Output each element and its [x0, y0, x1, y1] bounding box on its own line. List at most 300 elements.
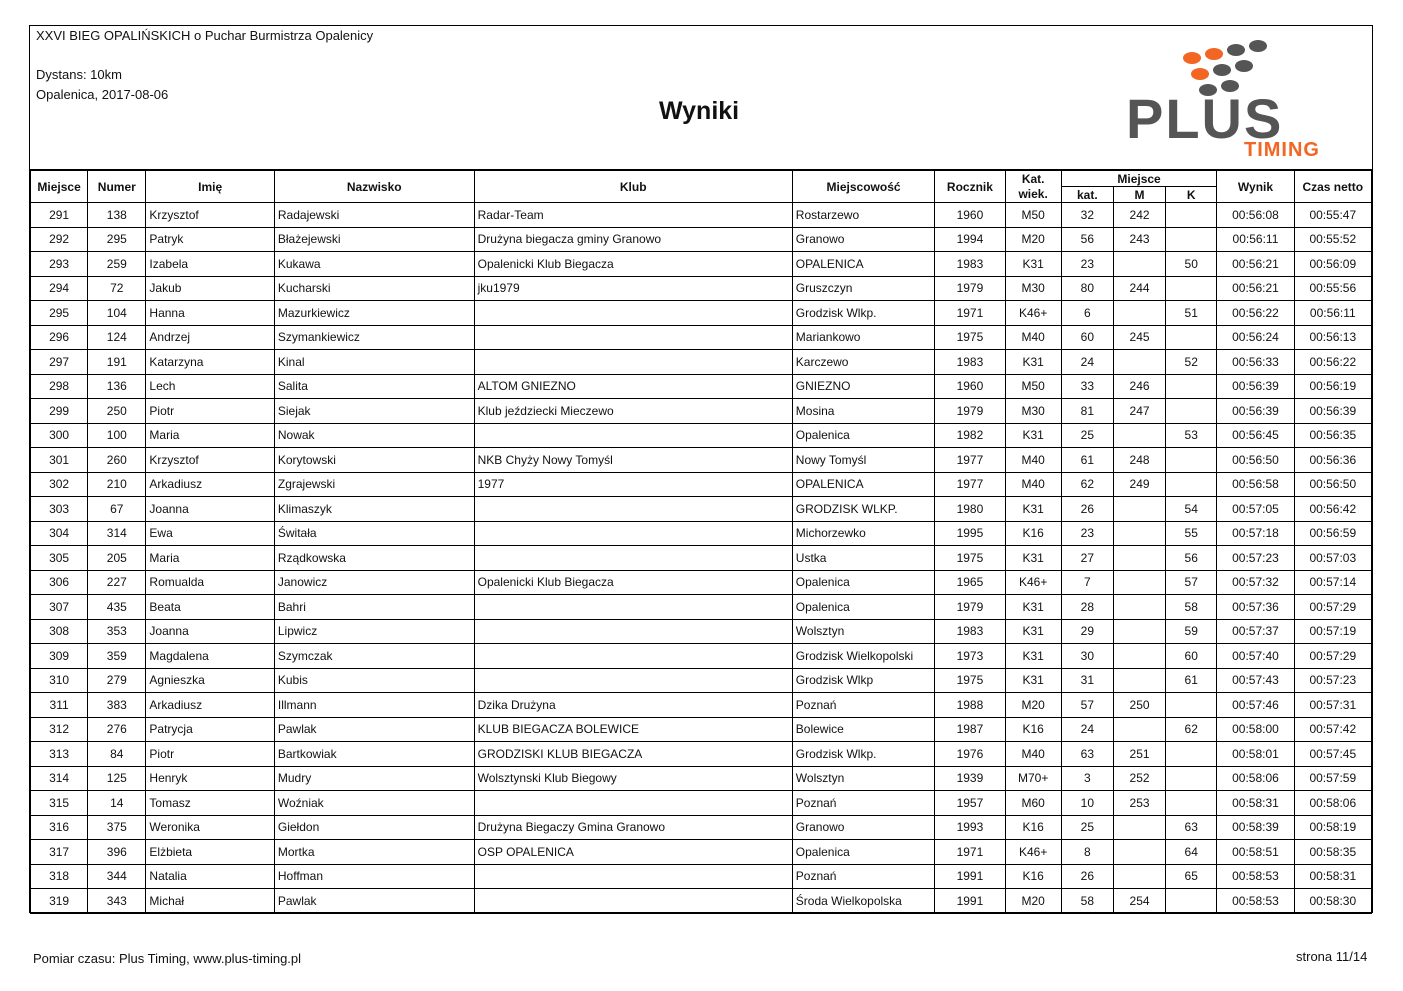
cell-rocznik: 1991: [935, 889, 1005, 914]
cell-rocznik: 1973: [935, 644, 1005, 669]
cell-rocznik: 1983: [935, 619, 1005, 644]
cell-miejsce: 315: [31, 791, 88, 816]
col-kat-wiek: Kat. wiek.: [1005, 171, 1061, 203]
cell-miejscowosc: Nowy Tomyśl: [792, 448, 935, 473]
cell-miejsce: 300: [31, 423, 88, 448]
cell-nazwisko: Siejak: [274, 399, 474, 424]
cell-klub: Radar-Team: [474, 203, 792, 228]
cell-kat-wiek: M50: [1005, 374, 1061, 399]
cell-miejscowosc: Wolsztyn: [792, 619, 935, 644]
cell-imie: Arkadiusz: [146, 693, 274, 718]
cell-rocznik: 1979: [935, 399, 1005, 424]
cell-nazwisko: Pawlak: [274, 889, 474, 914]
table-row: [31, 374, 1372, 399]
cell-kat-wiek: K31: [1005, 423, 1061, 448]
cell-nazwisko: Woźniak: [274, 791, 474, 816]
table-row: [31, 203, 1372, 228]
cell-nazwisko: Szymankiewicz: [274, 325, 474, 350]
cell-wynik: 00:58:01: [1217, 742, 1294, 767]
cell-nazwisko: Kucharski: [274, 276, 474, 301]
cell-k: [1166, 203, 1217, 228]
cell-klub: [474, 301, 792, 326]
cell-czas-netto: 00:56:50: [1294, 472, 1371, 497]
cell-nazwisko: Salita: [274, 374, 474, 399]
table-row: [31, 325, 1372, 350]
cell-czas-netto: 00:55:47: [1294, 203, 1371, 228]
cell-kat: 30: [1061, 644, 1113, 669]
cell-rocznik: 1977: [935, 448, 1005, 473]
cell-miejsce: 294: [31, 276, 88, 301]
cell-m: 250: [1113, 693, 1165, 718]
cell-m: [1113, 864, 1165, 889]
cell-miejscowosc: OPALENICA: [792, 472, 935, 497]
cell-k: 62: [1166, 717, 1217, 742]
cell-kat-wiek: M40: [1005, 448, 1061, 473]
table-row: [31, 276, 1372, 301]
cell-miejscowosc: Mariankowo: [792, 325, 935, 350]
cell-imie: Ewa: [146, 521, 274, 546]
col-miejsce-group: Miejsce: [1061, 171, 1217, 187]
cell-k: 60: [1166, 644, 1217, 669]
cell-numer: 383: [88, 693, 146, 718]
cell-klub: GRODZISKI KLUB BIEGACZA: [474, 742, 792, 767]
cell-rocznik: 1983: [935, 252, 1005, 277]
cell-nazwisko: Szymczak: [274, 644, 474, 669]
cell-kat-wiek: M30: [1005, 276, 1061, 301]
cell-numer: 136: [88, 374, 146, 399]
cell-kat: 23: [1061, 252, 1113, 277]
cell-m: 246: [1113, 374, 1165, 399]
cell-klub: NKB Chyży Nowy Tomyśl: [474, 448, 792, 473]
cell-miejscowosc: Mosina: [792, 399, 935, 424]
table-row: [31, 717, 1372, 742]
cell-m: [1113, 595, 1165, 620]
cell-czas-netto: 00:56:42: [1294, 497, 1371, 522]
cell-rocznik: 1995: [935, 521, 1005, 546]
cell-numer: 14: [88, 791, 146, 816]
cell-wynik: 00:58:51: [1217, 840, 1294, 865]
cell-miejsce: 295: [31, 301, 88, 326]
cell-miejscowosc: Ustka: [792, 546, 935, 571]
cell-czas-netto: 00:57:29: [1294, 595, 1371, 620]
table-row: [31, 227, 1372, 252]
cell-imie: Hanna: [146, 301, 274, 326]
cell-miejsce: 311: [31, 693, 88, 718]
cell-kat: 26: [1061, 497, 1113, 522]
cell-k: [1166, 693, 1217, 718]
cell-klub: [474, 350, 792, 375]
cell-klub: 1977: [474, 472, 792, 497]
cell-miejscowosc: Rostarzewo: [792, 203, 935, 228]
cell-nazwisko: Mortka: [274, 840, 474, 865]
cell-imie: Krzysztof: [146, 448, 274, 473]
cell-kat: 24: [1061, 350, 1113, 375]
cell-czas-netto: 00:56:22: [1294, 350, 1371, 375]
table-row: [31, 546, 1372, 571]
cell-wynik: 00:56:11: [1217, 227, 1294, 252]
cell-m: [1113, 301, 1165, 326]
table-row: [31, 497, 1372, 522]
cell-rocznik: 1971: [935, 301, 1005, 326]
cell-m: 253: [1113, 791, 1165, 816]
table-row: [31, 399, 1372, 424]
cell-kat: 25: [1061, 815, 1113, 840]
col-wynik: Wynik: [1217, 171, 1294, 203]
cell-imie: Joanna: [146, 619, 274, 644]
cell-nazwisko: Kukawa: [274, 252, 474, 277]
cell-numer: 124: [88, 325, 146, 350]
table-row: [31, 521, 1372, 546]
cell-miejscowosc: Bolewice: [792, 717, 935, 742]
cell-kat: 26: [1061, 864, 1113, 889]
cell-klub: [474, 325, 792, 350]
cell-kat-wiek: M40: [1005, 472, 1061, 497]
cell-miejsce: 293: [31, 252, 88, 277]
cell-k: [1166, 791, 1217, 816]
cell-numer: 84: [88, 742, 146, 767]
cell-kat: 23: [1061, 521, 1113, 546]
cell-klub: [474, 546, 792, 571]
cell-m: 248: [1113, 448, 1165, 473]
cell-czas-netto: 00:57:14: [1294, 570, 1371, 595]
table-row: [31, 570, 1372, 595]
cell-wynik: 00:56:22: [1217, 301, 1294, 326]
cell-imie: Krzysztof: [146, 203, 274, 228]
cell-rocznik: 1939: [935, 766, 1005, 791]
cell-kat-wiek: K16: [1005, 717, 1061, 742]
cell-m: [1113, 546, 1165, 571]
cell-k: [1166, 276, 1217, 301]
cell-wynik: 00:56:45: [1217, 423, 1294, 448]
cell-imie: Maria: [146, 423, 274, 448]
cell-kat-wiek: M20: [1005, 693, 1061, 718]
cell-kat: 61: [1061, 448, 1113, 473]
cell-miejscowosc: Granowo: [792, 227, 935, 252]
cell-klub: [474, 521, 792, 546]
cell-kat: 10: [1061, 791, 1113, 816]
cell-kat: 60: [1061, 325, 1113, 350]
cell-m: [1113, 717, 1165, 742]
cell-k: 50: [1166, 252, 1217, 277]
cell-rocznik: 1960: [935, 203, 1005, 228]
cell-kat-wiek: M60: [1005, 791, 1061, 816]
cell-kat: 25: [1061, 423, 1113, 448]
cell-miejsce: 318: [31, 864, 88, 889]
cell-rocznik: 1980: [935, 497, 1005, 522]
cell-czas-netto: 00:57:23: [1294, 668, 1371, 693]
cell-czas-netto: 00:55:52: [1294, 227, 1371, 252]
cell-kat: 29: [1061, 619, 1113, 644]
cell-miejsce: 316: [31, 815, 88, 840]
cell-wynik: 00:57:46: [1217, 693, 1294, 718]
cell-rocznik: 1975: [935, 546, 1005, 571]
cell-nazwisko: Janowicz: [274, 570, 474, 595]
cell-miejsce: 299: [31, 399, 88, 424]
cell-kat: 32: [1061, 203, 1113, 228]
cell-czas-netto: 00:56:09: [1294, 252, 1371, 277]
cell-kat: 27: [1061, 546, 1113, 571]
cell-rocznik: 1987: [935, 717, 1005, 742]
cell-klub: [474, 668, 792, 693]
cell-wynik: 00:58:00: [1217, 717, 1294, 742]
cell-imie: Patrycja: [146, 717, 274, 742]
cell-miejsce: 309: [31, 644, 88, 669]
cell-nazwisko: Kubis: [274, 668, 474, 693]
cell-czas-netto: 00:57:42: [1294, 717, 1371, 742]
cell-miejsce: 310: [31, 668, 88, 693]
cell-czas-netto: 00:56:11: [1294, 301, 1371, 326]
cell-kat-wiek: K16: [1005, 815, 1061, 840]
cell-miejscowosc: GRODZISK WLKP.: [792, 497, 935, 522]
results-frame: [29, 25, 1373, 913]
col-klub: Klub: [474, 171, 792, 203]
cell-miejscowosc: Poznań: [792, 791, 935, 816]
cell-rocznik: 1982: [935, 423, 1005, 448]
table-row: [31, 350, 1372, 375]
table-row: [31, 815, 1372, 840]
cell-m: 243: [1113, 227, 1165, 252]
cell-miejscowosc: Opalenica: [792, 423, 935, 448]
cell-kat-wiek: M50: [1005, 203, 1061, 228]
cell-numer: 343: [88, 889, 146, 914]
cell-numer: 353: [88, 619, 146, 644]
cell-numer: 138: [88, 203, 146, 228]
cell-kat-wiek: M40: [1005, 742, 1061, 767]
cell-k: [1166, 889, 1217, 914]
cell-kat: 28: [1061, 595, 1113, 620]
cell-numer: 344: [88, 864, 146, 889]
cell-kat: 80: [1061, 276, 1113, 301]
cell-czas-netto: 00:56:13: [1294, 325, 1371, 350]
cell-wynik: 00:57:23: [1217, 546, 1294, 571]
cell-wynik: 00:57:18: [1217, 521, 1294, 546]
col-imie: Imię: [146, 171, 274, 203]
cell-klub: [474, 497, 792, 522]
cell-kat-wiek: K46+: [1005, 840, 1061, 865]
cell-numer: 396: [88, 840, 146, 865]
cell-klub: [474, 619, 792, 644]
cell-k: 57: [1166, 570, 1217, 595]
cell-numer: 210: [88, 472, 146, 497]
cell-kat-wiek: K31: [1005, 619, 1061, 644]
cell-nazwisko: Radajewski: [274, 203, 474, 228]
cell-miejscowosc: Michorzewko: [792, 521, 935, 546]
cell-k: [1166, 227, 1217, 252]
cell-imie: Weronika: [146, 815, 274, 840]
cell-miejscowosc: Opalenica: [792, 570, 935, 595]
cell-kat: 81: [1061, 399, 1113, 424]
table-row: [31, 619, 1372, 644]
cell-rocznik: 1993: [935, 815, 1005, 840]
col-m: M: [1113, 187, 1165, 203]
cell-numer: 205: [88, 546, 146, 571]
cell-miejsce: 292: [31, 227, 88, 252]
footer-page-number: strona 11/14: [1296, 949, 1368, 964]
cell-klub: Drużyna Biegaczy Gmina Granowo: [474, 815, 792, 840]
cell-czas-netto: 00:56:19: [1294, 374, 1371, 399]
cell-wynik: 00:56:33: [1217, 350, 1294, 375]
cell-k: 55: [1166, 521, 1217, 546]
cell-imie: Patryk: [146, 227, 274, 252]
cell-nazwisko: Korytowski: [274, 448, 474, 473]
cell-imie: Lech: [146, 374, 274, 399]
cell-miejscowosc: Karczewo: [792, 350, 935, 375]
col-miejsce: Miejsce: [31, 171, 88, 203]
cell-czas-netto: 00:58:06: [1294, 791, 1371, 816]
cell-wynik: 00:57:43: [1217, 668, 1294, 693]
cell-klub: [474, 644, 792, 669]
cell-kat-wiek: M20: [1005, 227, 1061, 252]
table-row: [31, 840, 1372, 865]
cell-k: 54: [1166, 497, 1217, 522]
cell-kat-wiek: K31: [1005, 546, 1061, 571]
cell-numer: 191: [88, 350, 146, 375]
cell-wynik: 00:56:24: [1217, 325, 1294, 350]
cell-miejsce: 296: [31, 325, 88, 350]
logo-main-text: PLUS: [1126, 87, 1284, 150]
cell-rocznik: 1971: [935, 840, 1005, 865]
cell-czas-netto: 00:57:19: [1294, 619, 1371, 644]
cell-k: 52: [1166, 350, 1217, 375]
cell-miejsce: 297: [31, 350, 88, 375]
cell-m: [1113, 644, 1165, 669]
cell-czas-netto: 00:57:29: [1294, 644, 1371, 669]
table-row: [31, 766, 1372, 791]
cell-kat: 3: [1061, 766, 1113, 791]
cell-miejsce: 291: [31, 203, 88, 228]
cell-k: [1166, 374, 1217, 399]
cell-m: [1113, 668, 1165, 693]
footer-timing-credit: Pomiar czasu: Plus Timing, www.plus-timing.pl: [33, 951, 302, 966]
cell-m: [1113, 840, 1165, 865]
cell-miejsce: 319: [31, 889, 88, 914]
cell-wynik: 00:57:32: [1217, 570, 1294, 595]
cell-m: [1113, 350, 1165, 375]
event-title: XXVI BIEG OPALIŃSKICH o Puchar Burmistrza Opalenicy: [36, 28, 374, 43]
cell-czas-netto: 00:58:19: [1294, 815, 1371, 840]
cell-miejsce: 312: [31, 717, 88, 742]
cell-miejsce: 298: [31, 374, 88, 399]
cell-nazwisko: Błażejewski: [274, 227, 474, 252]
cell-imie: Andrzej: [146, 325, 274, 350]
col-numer: Numer: [88, 171, 146, 203]
cell-klub: KLUB BIEGACZA BOLEWICE: [474, 717, 792, 742]
cell-k: 56: [1166, 546, 1217, 571]
place-date-label: Opalenica, 2017-08-06: [36, 87, 169, 102]
cell-klub: [474, 595, 792, 620]
cell-czas-netto: 00:56:39: [1294, 399, 1371, 424]
cell-nazwisko: Klimaszyk: [274, 497, 474, 522]
cell-rocznik: 1975: [935, 668, 1005, 693]
cell-miejscowosc: Granowo: [792, 815, 935, 840]
cell-miejscowosc: Grodzisk Wlkp.: [792, 742, 935, 767]
cell-imie: Natalia: [146, 864, 274, 889]
cell-rocznik: 1994: [935, 227, 1005, 252]
cell-miejscowosc: Poznań: [792, 693, 935, 718]
cell-nazwisko: Hoffman: [274, 864, 474, 889]
cell-m: [1113, 815, 1165, 840]
cell-miejscowosc: OPALENICA: [792, 252, 935, 277]
cell-kat: 31: [1061, 668, 1113, 693]
cell-m: 254: [1113, 889, 1165, 914]
cell-czas-netto: 00:57:45: [1294, 742, 1371, 767]
table-row: [31, 301, 1372, 326]
cell-czas-netto: 00:56:59: [1294, 521, 1371, 546]
cell-nazwisko: Rządkowska: [274, 546, 474, 571]
col-miejscowosc: Miejscowość: [792, 171, 935, 203]
cell-m: [1113, 423, 1165, 448]
cell-imie: Henryk: [146, 766, 274, 791]
cell-kat-wiek: M70+: [1005, 766, 1061, 791]
cell-m: [1113, 570, 1165, 595]
cell-wynik: 00:56:08: [1217, 203, 1294, 228]
cell-imie: Izabela: [146, 252, 274, 277]
cell-k: 51: [1166, 301, 1217, 326]
cell-imie: Michał: [146, 889, 274, 914]
cell-kat: 33: [1061, 374, 1113, 399]
cell-miejsce: 314: [31, 766, 88, 791]
cell-czas-netto: 00:58:30: [1294, 889, 1371, 914]
cell-rocznik: 1983: [935, 350, 1005, 375]
cell-rocznik: 1977: [935, 472, 1005, 497]
cell-wynik: 00:56:39: [1217, 399, 1294, 424]
cell-klub: [474, 889, 792, 914]
cell-miejsce: 317: [31, 840, 88, 865]
cell-miejscowosc: Grodzisk Wlkp.: [792, 301, 935, 326]
cell-m: [1113, 252, 1165, 277]
page-title: Wyniki: [659, 97, 740, 125]
cell-rocznik: 1957: [935, 791, 1005, 816]
cell-kat-wiek: K31: [1005, 644, 1061, 669]
cell-nazwisko: Mazurkiewicz: [274, 301, 474, 326]
cell-miejsce: 313: [31, 742, 88, 767]
col-kat: kat.: [1061, 187, 1113, 203]
cell-k: [1166, 472, 1217, 497]
cell-miejsce: 301: [31, 448, 88, 473]
cell-miejsce: 305: [31, 546, 88, 571]
cell-wynik: 00:57:36: [1217, 595, 1294, 620]
cell-klub: Wolsztynski Klub Biegowy: [474, 766, 792, 791]
cell-rocznik: 1979: [935, 276, 1005, 301]
cell-wynik: 00:58:31: [1217, 791, 1294, 816]
results-table: [30, 170, 1372, 914]
cell-m: 242: [1113, 203, 1165, 228]
cell-wynik: 00:56:21: [1217, 252, 1294, 277]
cell-klub: Opalenicki Klub Biegacza: [474, 252, 792, 277]
cell-miejsce: 303: [31, 497, 88, 522]
cell-klub: OSP OPALENICA: [474, 840, 792, 865]
cell-k: 59: [1166, 619, 1217, 644]
cell-m: 252: [1113, 766, 1165, 791]
cell-imie: Agnieszka: [146, 668, 274, 693]
cell-nazwisko: Illmann: [274, 693, 474, 718]
cell-numer: 72: [88, 276, 146, 301]
cell-m: [1113, 619, 1165, 644]
cell-kat-wiek: K46+: [1005, 570, 1061, 595]
cell-m: 247: [1113, 399, 1165, 424]
cell-miejscowosc: Opalenica: [792, 840, 935, 865]
logo-sub-text: TIMING: [1244, 139, 1320, 156]
cell-k: [1166, 325, 1217, 350]
cell-k: [1166, 448, 1217, 473]
cell-kat-wiek: K16: [1005, 864, 1061, 889]
results-body: [31, 203, 1372, 914]
cell-k: [1166, 766, 1217, 791]
cell-numer: 104: [88, 301, 146, 326]
cell-rocznik: 1979: [935, 595, 1005, 620]
cell-k: 65: [1166, 864, 1217, 889]
cell-nazwisko: Giełdon: [274, 815, 474, 840]
